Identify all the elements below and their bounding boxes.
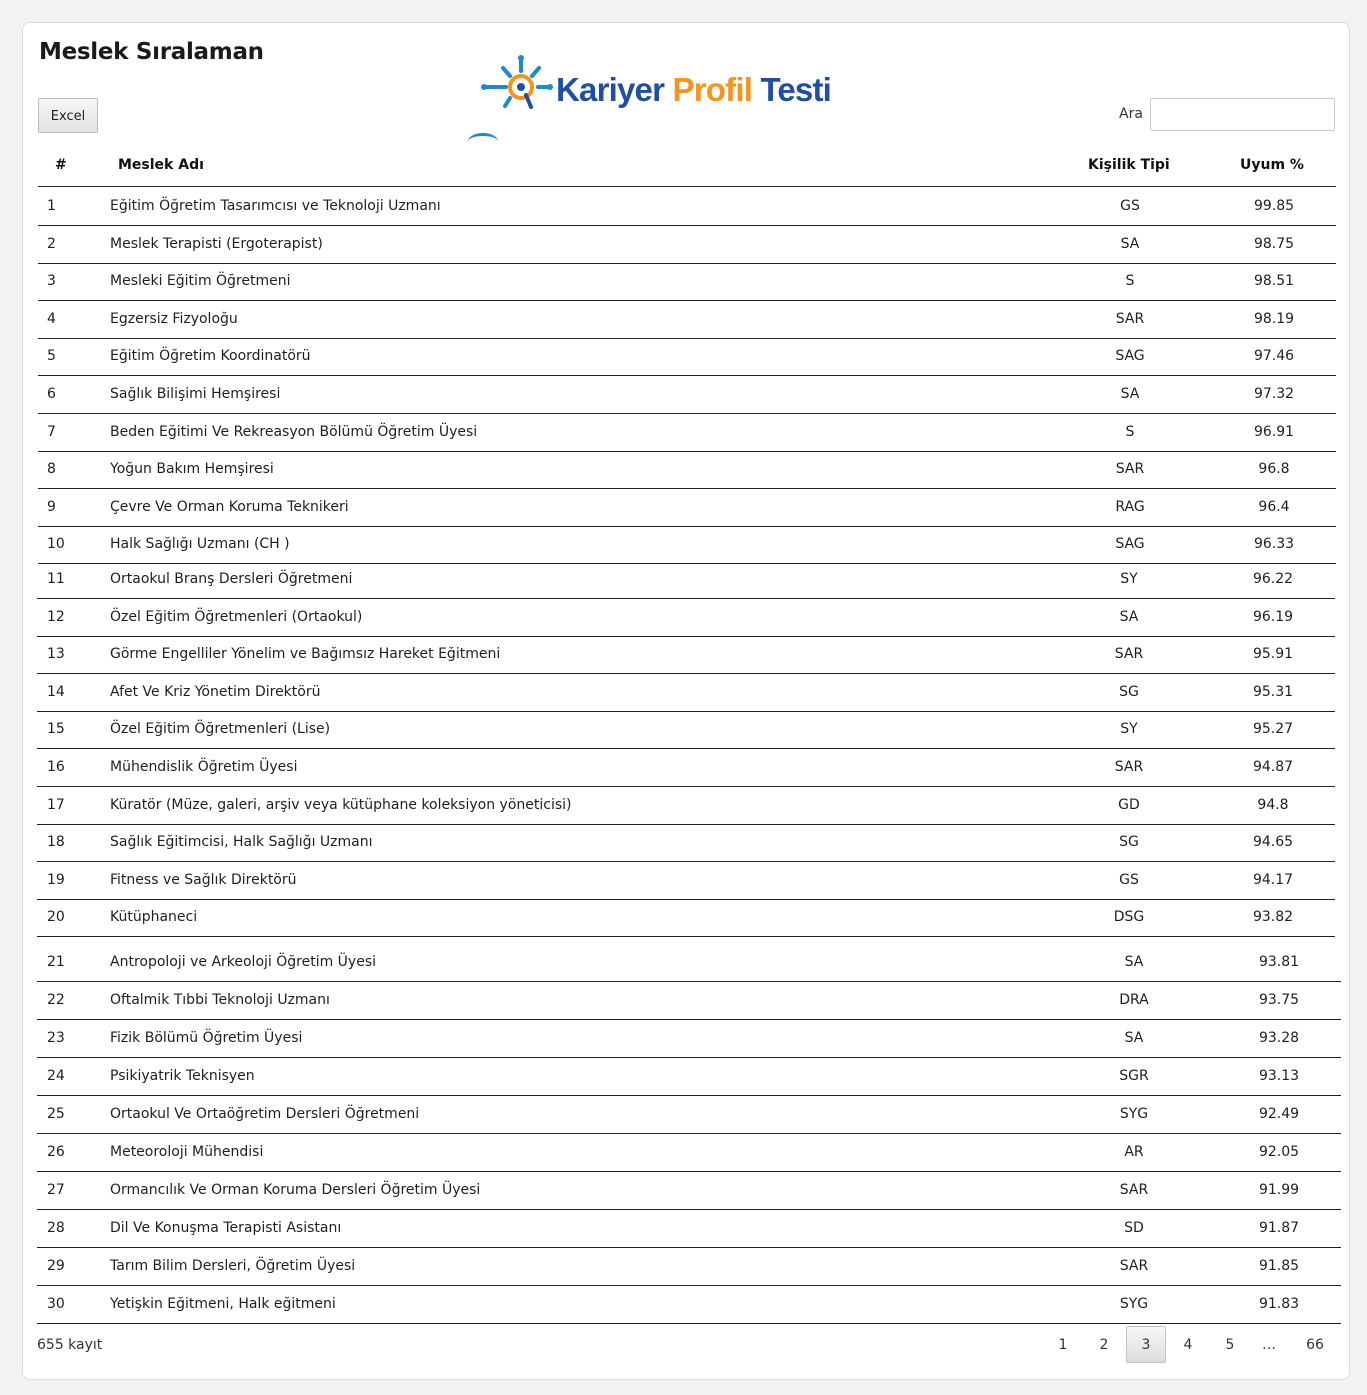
pagination-ellipsis: …: [1262, 1337, 1276, 1353]
row-uyum: 94.8: [1257, 796, 1289, 813]
row-kisilik-tipi: SY: [1120, 721, 1138, 738]
row-kisilik-tipi: SAG: [1115, 536, 1145, 553]
logo-word-kariyer: Kariyer: [556, 71, 665, 108]
results-card: [22, 22, 1350, 1380]
row-kisilik-tipi: GS: [1119, 871, 1139, 888]
row-kisilik-tipi: SG: [1119, 683, 1139, 700]
row-uyum: 92.49: [1258, 1106, 1300, 1122]
excel-export-button[interactable]: Excel: [38, 98, 98, 133]
page-button-4[interactable]: 4: [1183, 1337, 1193, 1353]
table-row[interactable]: [37, 710, 1335, 749]
row-kisilik-tipi: S: [1125, 273, 1135, 290]
row-kisilik-tipi: SA: [1120, 386, 1140, 402]
row-meslek-adi: Beden Eğitimi Ve Rekreasyon Bölümü Öğretim Üyesi: [110, 423, 478, 440]
row-meslek-adi: Tarım Bilim Dersleri, Öğretim Üyesi: [110, 1258, 356, 1274]
row-kisilik-tipi: SG: [1119, 834, 1139, 851]
row-meslek-adi: Kütüphaneci: [110, 909, 198, 926]
row-uyum: 97.32: [1253, 386, 1295, 402]
row-number: 13: [47, 646, 65, 663]
row-meslek-adi: Fitness ve Sağlık Direktörü: [110, 871, 297, 888]
row-meslek-adi: Mesleki Eğitim Öğretmeni: [110, 273, 291, 290]
page-button-3[interactable]: 3: [1126, 1326, 1166, 1363]
row-number: 18: [47, 834, 65, 851]
row-uyum: 91.99: [1258, 1182, 1300, 1198]
page-button-5[interactable]: 5: [1225, 1337, 1235, 1353]
row-uyum: 96.4: [1258, 498, 1290, 515]
row-kisilik-tipi: SAR: [1119, 1258, 1149, 1274]
row-number: 16: [47, 759, 65, 775]
page-button-1[interactable]: 1: [1058, 1337, 1068, 1353]
row-uyum: 93.75: [1258, 992, 1300, 1008]
row-number: 15: [47, 721, 65, 738]
row-number: 20: [47, 909, 65, 926]
table-row[interactable]: [38, 262, 1336, 301]
row-kisilik-tipi: SAR: [1115, 310, 1145, 327]
row-kisilik-tipi: GS: [1120, 198, 1140, 214]
row-meslek-adi: Meteoroloji Mühendisi: [110, 1144, 264, 1160]
row-uyum: 95.27: [1252, 721, 1294, 738]
row-meslek-adi: Özel Eğitim Öğretmenleri (Lise): [110, 721, 331, 738]
row-meslek-adi: Mühendislik Öğretim Üyesi: [110, 759, 298, 775]
row-number: 24: [47, 1068, 65, 1084]
row-meslek-adi: Fizik Bölümü Öğretim Üyesi: [110, 1030, 303, 1046]
logo-target-icon: [478, 51, 558, 121]
row-number: 10: [47, 536, 65, 553]
row-number: 5: [47, 348, 56, 365]
row-meslek-adi: Sağlık Eğitimcisi, Halk Sağlığı Uzmanı: [110, 834, 373, 851]
row-uyum: 91.83: [1258, 1296, 1300, 1312]
search-label: Ara: [1119, 106, 1143, 122]
pagination: [1043, 1326, 1343, 1364]
table-row[interactable]: [38, 525, 1336, 564]
header-uyum[interactable]: Uyum %: [1240, 157, 1304, 173]
row-meslek-adi: Antropoloji ve Arkeoloji Öğretim Üyesi: [110, 954, 377, 970]
table-row[interactable]: [38, 300, 1336, 339]
row-kisilik-tipi: SA: [1119, 608, 1139, 625]
row-uyum: 91.87: [1258, 1220, 1300, 1236]
row-kisilik-tipi: SYG: [1119, 1106, 1149, 1122]
row-kisilik-tipi: SA: [1124, 1030, 1144, 1046]
row-meslek-adi: Yetişkin Eğitmeni, Halk eğitmeni: [110, 1296, 336, 1312]
row-kisilik-tipi: S: [1125, 423, 1135, 440]
row-number: 17: [47, 796, 65, 813]
row-kisilik-tipi: SAR: [1115, 461, 1145, 478]
row-meslek-adi: Eğitim Öğretim Koordinatörü: [110, 348, 311, 365]
table-row[interactable]: [38, 375, 1336, 414]
row-uyum: 93.82: [1252, 909, 1294, 926]
record-count: 655 kayıt: [37, 1337, 103, 1353]
row-meslek-adi: Ortaokul Branş Dersleri Öğretmeni: [110, 571, 353, 587]
row-uyum: 94.65: [1252, 834, 1294, 851]
table-header: [38, 143, 1336, 187]
row-meslek-adi: Çevre Ve Orman Koruma Teknikeri: [110, 498, 349, 515]
row-meslek-adi: Yoğun Bakım Hemşiresi: [110, 461, 274, 478]
row-uyum: 98.51: [1253, 273, 1295, 290]
table-row[interactable]: [37, 981, 1341, 1020]
page-button-66[interactable]: 66: [1306, 1337, 1324, 1353]
header-kisilik-tipi[interactable]: Kişilik Tipi: [1088, 157, 1170, 173]
row-number: 3: [47, 273, 56, 290]
row-meslek-adi: Özel Eğitim Öğretmenleri (Ortaokul): [110, 608, 363, 625]
table-row[interactable]: [37, 1057, 1341, 1096]
table-row[interactable]: [38, 488, 1336, 527]
row-uyum: 95.91: [1252, 646, 1294, 663]
row-kisilik-tipi: AR: [1124, 1144, 1144, 1160]
row-uyum: 97.46: [1253, 348, 1295, 365]
kariyer-profil-testi-logo: [478, 51, 838, 121]
row-kisilik-tipi: SAG: [1115, 348, 1145, 365]
table-row[interactable]: [37, 560, 1335, 599]
row-uyum: 96.8: [1258, 461, 1290, 478]
header-meslek-adi[interactable]: Meslek Adı: [118, 157, 204, 173]
table-row[interactable]: [37, 823, 1335, 862]
row-meslek-adi: Eğitim Öğretim Tasarımcısı ve Teknoloji Uzmanı: [110, 198, 441, 214]
row-number: 6: [47, 386, 56, 402]
table-row[interactable]: [37, 898, 1335, 937]
table-row[interactable]: [38, 187, 1336, 226]
row-number: 4: [47, 310, 56, 327]
row-number: 27: [47, 1182, 65, 1198]
table-row[interactable]: [37, 1285, 1341, 1324]
row-kisilik-tipi: SAR: [1119, 1182, 1149, 1198]
row-kisilik-tipi: SY: [1120, 571, 1138, 587]
table-row[interactable]: [37, 861, 1335, 900]
table-row[interactable]: [38, 225, 1336, 264]
row-uyum: 93.13: [1258, 1068, 1300, 1084]
header-num[interactable]: #: [55, 157, 67, 173]
row-kisilik-tipi: SA: [1124, 954, 1144, 970]
row-number: 21: [47, 954, 65, 970]
row-number: 30: [47, 1296, 65, 1312]
table-row[interactable]: [38, 450, 1336, 489]
row-number: 7: [47, 423, 56, 440]
table-row[interactable]: [37, 1095, 1341, 1134]
table-row[interactable]: [37, 1209, 1341, 1248]
row-kisilik-tipi: SAR: [1114, 646, 1144, 663]
table-row[interactable]: [37, 1019, 1341, 1058]
row-meslek-adi: Ormancılık Ve Orman Koruma Dersleri Öğretim Üyesi: [110, 1182, 481, 1198]
row-kisilik-tipi: SA: [1120, 235, 1140, 252]
row-uyum: 91.85: [1258, 1258, 1300, 1274]
row-uyum: 99.85: [1253, 198, 1295, 214]
row-kisilik-tipi: DRA: [1119, 992, 1149, 1008]
search-input[interactable]: [1150, 98, 1335, 131]
row-uyum: 96.33: [1253, 536, 1295, 553]
row-meslek-adi: Egzersiz Fizyoloğu: [110, 310, 238, 327]
table-row[interactable]: [37, 748, 1335, 787]
row-number: 2: [47, 235, 56, 252]
page-title: Meslek Sıralaman: [39, 39, 264, 65]
row-number: 12: [47, 608, 65, 625]
row-meslek-adi: Meslek Terapisti (Ergoterapist): [110, 235, 323, 252]
row-uyum: 98.75: [1253, 235, 1295, 252]
row-uyum: 93.81: [1258, 954, 1300, 970]
logo-wordmark: [556, 71, 831, 109]
row-number: 14: [47, 683, 65, 700]
row-kisilik-tipi: DSG: [1113, 909, 1145, 926]
table-row[interactable]: [38, 337, 1336, 376]
logo-word-profil: Profil: [672, 71, 753, 108]
row-kisilik-tipi: GD: [1118, 796, 1140, 813]
table-row[interactable]: [37, 635, 1335, 674]
row-uyum: 96.19: [1252, 608, 1294, 625]
row-meslek-adi: Küratör (Müze, galeri, arşiv veya kütüphane koleksiyon yöneticisi): [110, 796, 572, 813]
logo-word-testi: Testi: [760, 71, 832, 108]
row-number: 25: [47, 1106, 65, 1122]
row-kisilik-tipi: SYG: [1119, 1296, 1149, 1312]
table-row[interactable]: [38, 413, 1336, 452]
row-meslek-adi: Psikiyatrik Teknisyen: [110, 1068, 255, 1084]
row-meslek-adi: Görme Engelliler Yönelim ve Bağımsız Hareket Eğitmeni: [110, 646, 501, 663]
row-number: 1: [47, 198, 56, 214]
row-kisilik-tipi: SD: [1124, 1220, 1144, 1236]
row-kisilik-tipi: SGR: [1119, 1068, 1149, 1084]
row-meslek-adi: Afet Ve Kriz Yönetim Direktörü: [110, 683, 321, 700]
row-number: 28: [47, 1220, 65, 1236]
page-button-2[interactable]: 2: [1099, 1337, 1109, 1353]
row-uyum: 94.17: [1252, 871, 1294, 888]
table-row[interactable]: [37, 673, 1335, 712]
row-meslek-adi: Ortaokul Ve Ortaöğretim Dersleri Öğretmeni: [110, 1106, 420, 1122]
row-uyum: 98.19: [1253, 310, 1295, 327]
row-number: 23: [47, 1030, 65, 1046]
row-meslek-adi: Sağlık Bilişimi Hemşiresi: [110, 386, 281, 402]
table-row[interactable]: [37, 1247, 1341, 1286]
row-number: 29: [47, 1258, 65, 1274]
row-uyum: 96.91: [1253, 423, 1295, 440]
row-number: 8: [47, 461, 56, 478]
row-uyum: 93.28: [1258, 1030, 1300, 1046]
row-uyum: 94.87: [1252, 759, 1294, 775]
row-number: 19: [47, 871, 65, 888]
table-row[interactable]: [37, 1133, 1341, 1172]
row-uyum: 92.05: [1258, 1144, 1300, 1160]
row-meslek-adi: Halk Sağlığı Uzmanı (CH ): [110, 536, 290, 553]
row-number: 9: [47, 498, 56, 515]
row-number: 11: [47, 571, 65, 587]
row-kisilik-tipi: RAG: [1115, 498, 1145, 515]
table-row[interactable]: [37, 1171, 1341, 1210]
row-meslek-adi: Oftalmik Tıbbi Teknoloji Uzmanı: [110, 992, 330, 1008]
table-row[interactable]: [37, 943, 1341, 982]
row-number: 22: [47, 992, 65, 1008]
row-uyum: 96.22: [1252, 571, 1294, 587]
table-row[interactable]: [37, 786, 1335, 825]
row-number: 26: [47, 1144, 65, 1160]
table-row[interactable]: [37, 598, 1335, 637]
row-meslek-adi: Dil Ve Konuşma Terapisti Asistanı: [110, 1220, 342, 1236]
row-uyum: 95.31: [1252, 683, 1294, 700]
row-kisilik-tipi: SAR: [1114, 759, 1144, 775]
